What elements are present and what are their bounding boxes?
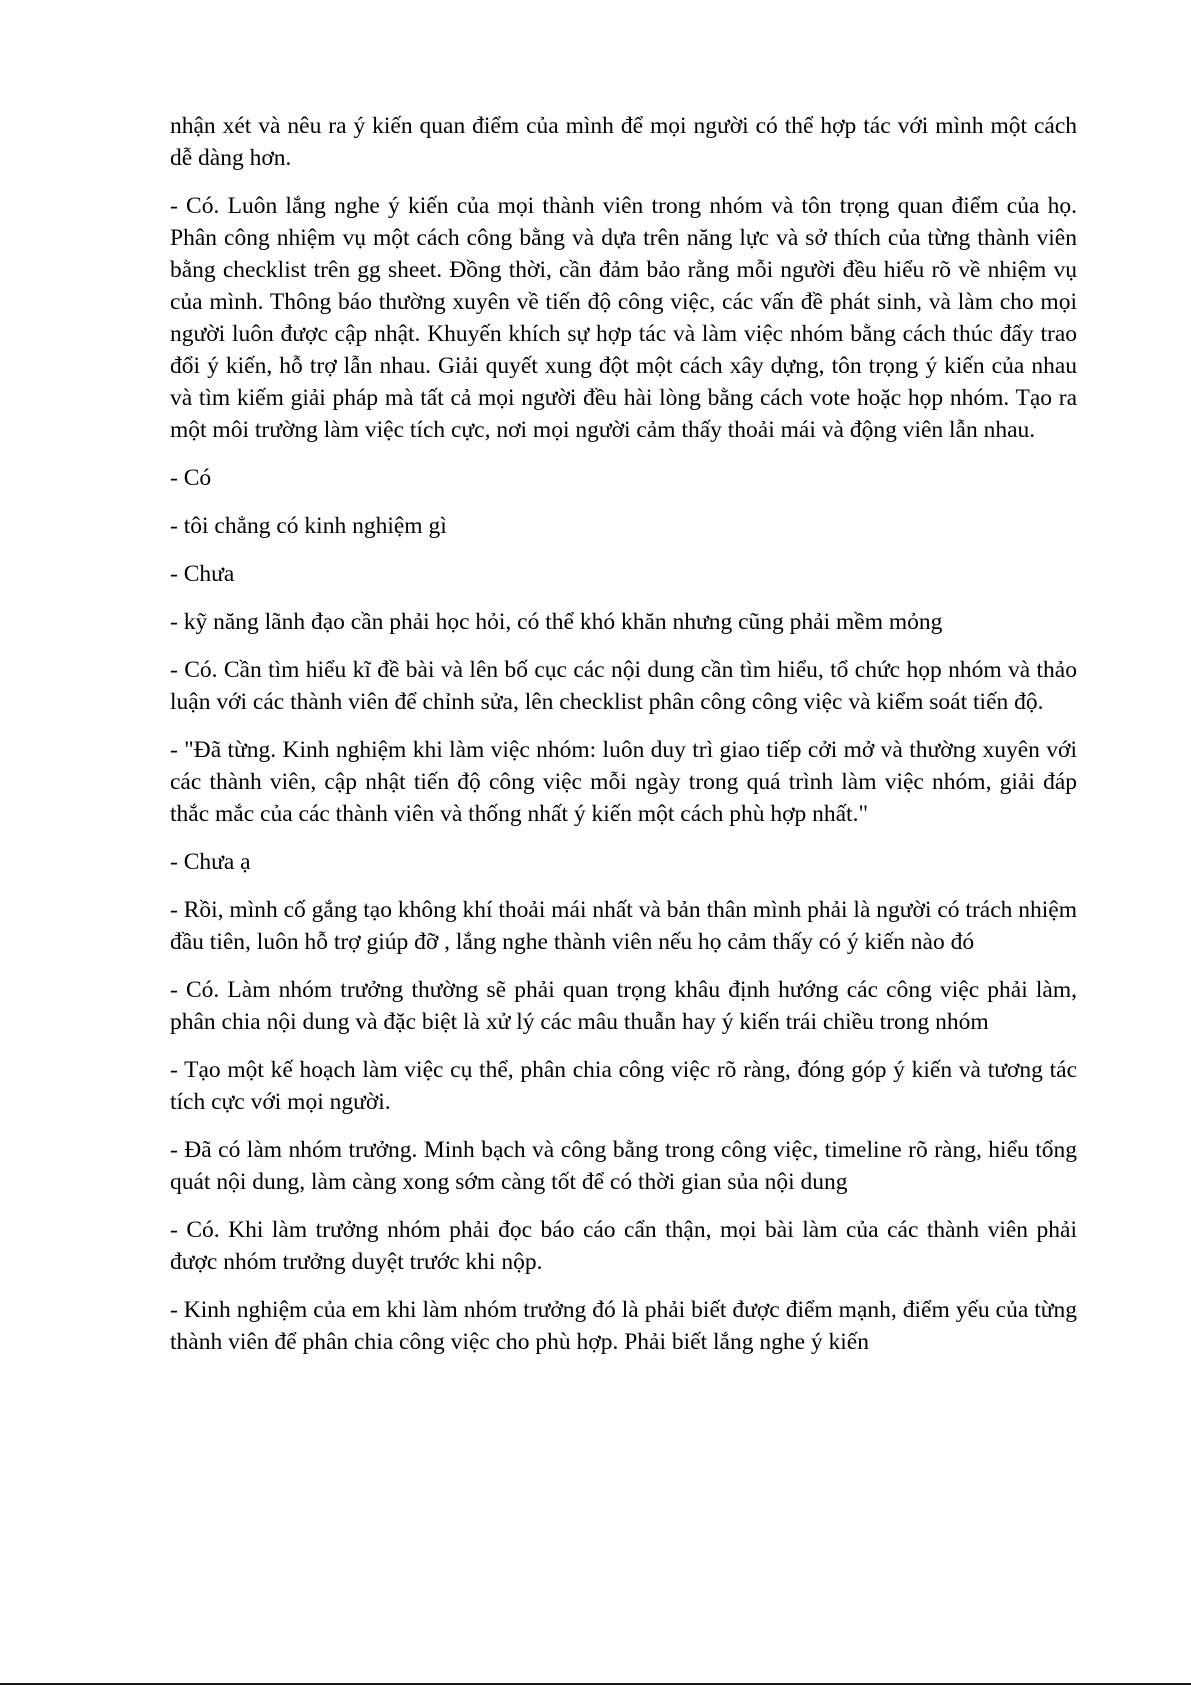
paragraph: - Kinh nghiệm của em khi làm nhóm trưởng đó là phải biết được điểm mạnh, điểm yếu của từng thành viên để phân chia công việc cho phù hợp. Phải biết lắng nghe ý kiến xyxy=(170,1297,1077,1355)
paragraph: - Tạo một kế hoạch làm việc cụ thể, phân chia công việc rõ ràng, đóng góp ý kiến và tương tác tích cực với mọi người. xyxy=(170,1057,1077,1115)
paragraph: - Đã có làm nhóm trưởng. Minh bạch và công bằng trong công việc, timeline rõ ràng, hiểu tổng quát nội dung, làm càng xong sớm càng tốt để có thời gian sủa nội dung xyxy=(170,1137,1077,1195)
paragraph: - Chưa ạ xyxy=(170,849,251,875)
paragraph: - kỹ năng lãnh đạo cần phải học hỏi, có thể khó khăn nhưng cũng phải mềm mỏng xyxy=(170,609,943,635)
paragraph: - Có. Khi làm trưởng nhóm phải đọc báo cáo cẩn thận, mọi bài làm của các thành viên phải được nhóm trưởng duyệt trước khi nộp. xyxy=(170,1217,1077,1275)
paragraph: - Có xyxy=(170,465,212,491)
paragraph: - Rồi, mình cố gắng tạo không khí thoải mái nhất và bản thân mình phải là người có trách nhiệm đầu tiên, luôn hỗ trợ giúp đỡ , lắng nghe thành viên nếu họ cảm thấy có ý kiến nào đó xyxy=(170,897,1077,955)
paragraph: - Có. Cần tìm hiểu kĩ đề bài và lên bố cục các nội dung cần tìm hiểu, tổ chức họp nhóm và thảo luận với các thành viên để chỉnh sửa, lên checklist phân công công việc và kiểm soát tiến độ. xyxy=(170,657,1077,715)
paragraph: nhận xét và nêu ra ý kiến quan điểm của mình để mọi người có thể hợp tác với mình một cách dễ dàng hơn. xyxy=(170,113,1077,171)
paragraph: - Chưa xyxy=(170,561,235,587)
paragraph: - tôi chẳng có kinh nghiệm gì xyxy=(170,513,447,539)
paragraph: - "Đã từng. Kinh nghiệm khi làm việc nhóm: luôn duy trì giao tiếp cởi mở và thường xuyên với các thành viên, cập nhật tiến độ công việc mỗi ngày trong quá trình làm việc nhóm, giải đáp thắc mắc của các thành viên và thống nhất ý kiến một cách phù hợp nhất." xyxy=(170,737,1077,827)
paragraph: - Có. Luôn lắng nghe ý kiến của mọi thành viên trong nhóm và tôn trọng quan điểm của họ. Phân công nhiệm vụ một cách công bằng và dựa trên năng lực và sở thích của từng thành viên bằng checklist trên gg sheet. Đồng thời, cần đảm bảo rằng mỗi người đều hiểu rõ về nhiệm vụ của mình. Thông báo thường xuyên về tiến độ công việc, các vấn đề phát sinh, và làm cho mọi người luôn được cập nhật. Khuyến khích sự hợp tác và làm việc nhóm bằng cách thúc đẩy trao đổi ý kiến, hỗ trợ lẫn nhau. Giải quyết xung đột một cách xây dựng, tôn trọng ý kiến của nhau và tìm kiếm giải pháp mà tất cả mọi người đều hài lòng bằng cách vote hoặc họp nhóm. Tạo ra một môi trường làm việc tích cực, nơi mọi người cảm thấy thoải mái và động viên lẫn nhau. xyxy=(170,193,1077,443)
paragraph: - Có. Làm nhóm trưởng thường sẽ phải quan trọng khâu định hướng các công việc phải làm, phân chia nội dung và đặc biệt là xử lý các mâu thuẫn hay ý kiến trái chiều trong nhóm xyxy=(170,977,1077,1035)
document-page xyxy=(170,110,1077,1358)
